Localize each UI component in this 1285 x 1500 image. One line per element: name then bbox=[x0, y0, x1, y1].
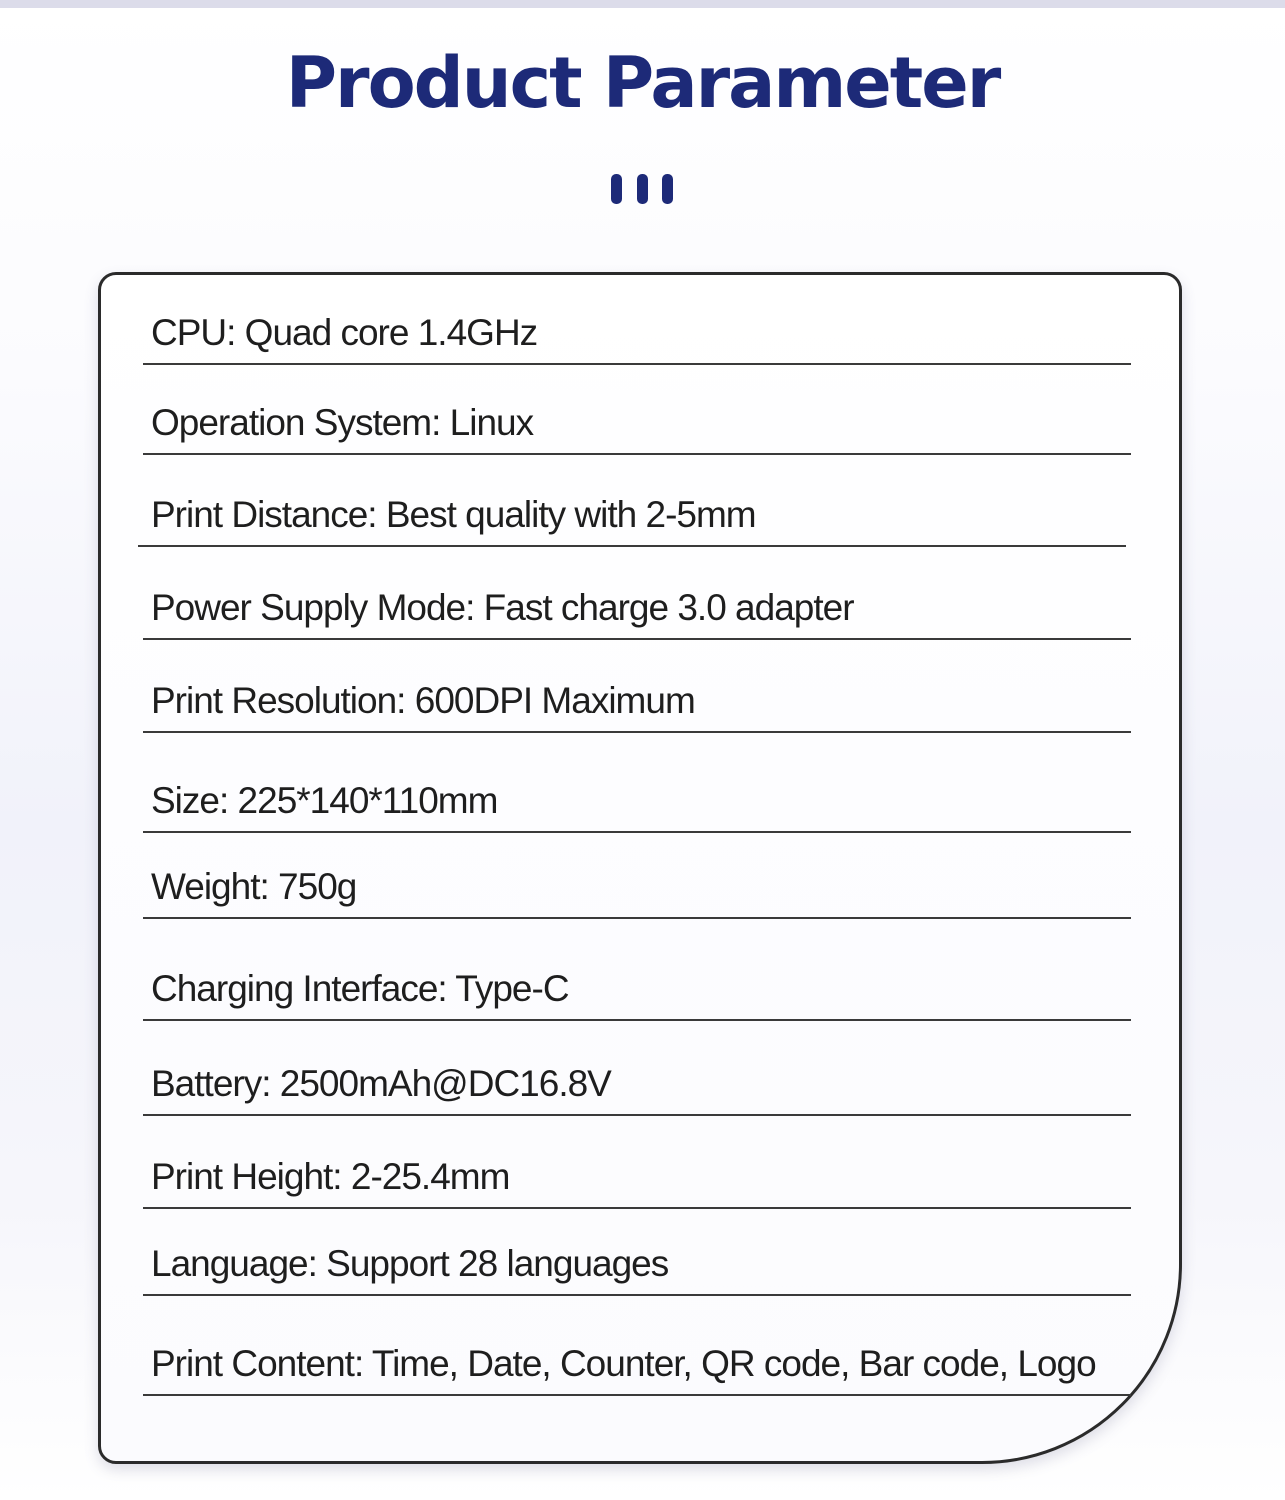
spec-text: Print Content: Time, Date, Counter, QR code, Bar code, Logo bbox=[151, 1343, 1096, 1384]
spec-row-print-resolution bbox=[143, 640, 1131, 733]
title-divider-bars bbox=[611, 174, 673, 204]
spec-row-print-distance bbox=[138, 455, 1126, 547]
spec-text: Language: Support 28 languages bbox=[151, 1243, 669, 1284]
spec-row-cpu bbox=[143, 295, 1131, 365]
spec-row-weight bbox=[143, 833, 1131, 919]
spec-row-print-content bbox=[143, 1296, 1131, 1396]
spec-row-battery bbox=[143, 1021, 1131, 1116]
spec-text: Operation System: Linux bbox=[151, 402, 534, 443]
spec-row-operation-system bbox=[143, 365, 1131, 455]
spec-text: Print Distance: Best quality with 2-5mm bbox=[151, 494, 756, 535]
spec-row-language bbox=[143, 1209, 1131, 1296]
top-border-strip bbox=[0, 0, 1285, 8]
spec-text: Power Supply Mode: Fast charge 3.0 adapter bbox=[151, 587, 854, 628]
spec-row-print-height bbox=[143, 1116, 1131, 1209]
spec-row-power-supply bbox=[143, 547, 1131, 640]
spec-text: Charging Interface: Type-C bbox=[151, 968, 569, 1009]
spec-text: Print Height: 2-25.4mm bbox=[151, 1156, 510, 1197]
spec-text: CPU: Quad core 1.4GHz bbox=[151, 312, 538, 353]
spec-card bbox=[98, 272, 1182, 1464]
page-title: Product Parameter bbox=[285, 42, 1000, 124]
divider-bar bbox=[637, 174, 648, 204]
spec-text: Battery: 2500mAh@DC16.8V bbox=[151, 1063, 611, 1104]
divider-bar bbox=[611, 174, 622, 204]
spec-row-size bbox=[143, 733, 1131, 833]
spec-text: Size: 225*140*110mm bbox=[151, 780, 498, 821]
divider-bar bbox=[662, 174, 673, 204]
spec-row-charging-interface bbox=[143, 919, 1131, 1021]
spec-text: Weight: 750g bbox=[151, 866, 357, 907]
spec-text: Print Resolution: 600DPI Maximum bbox=[151, 680, 695, 721]
